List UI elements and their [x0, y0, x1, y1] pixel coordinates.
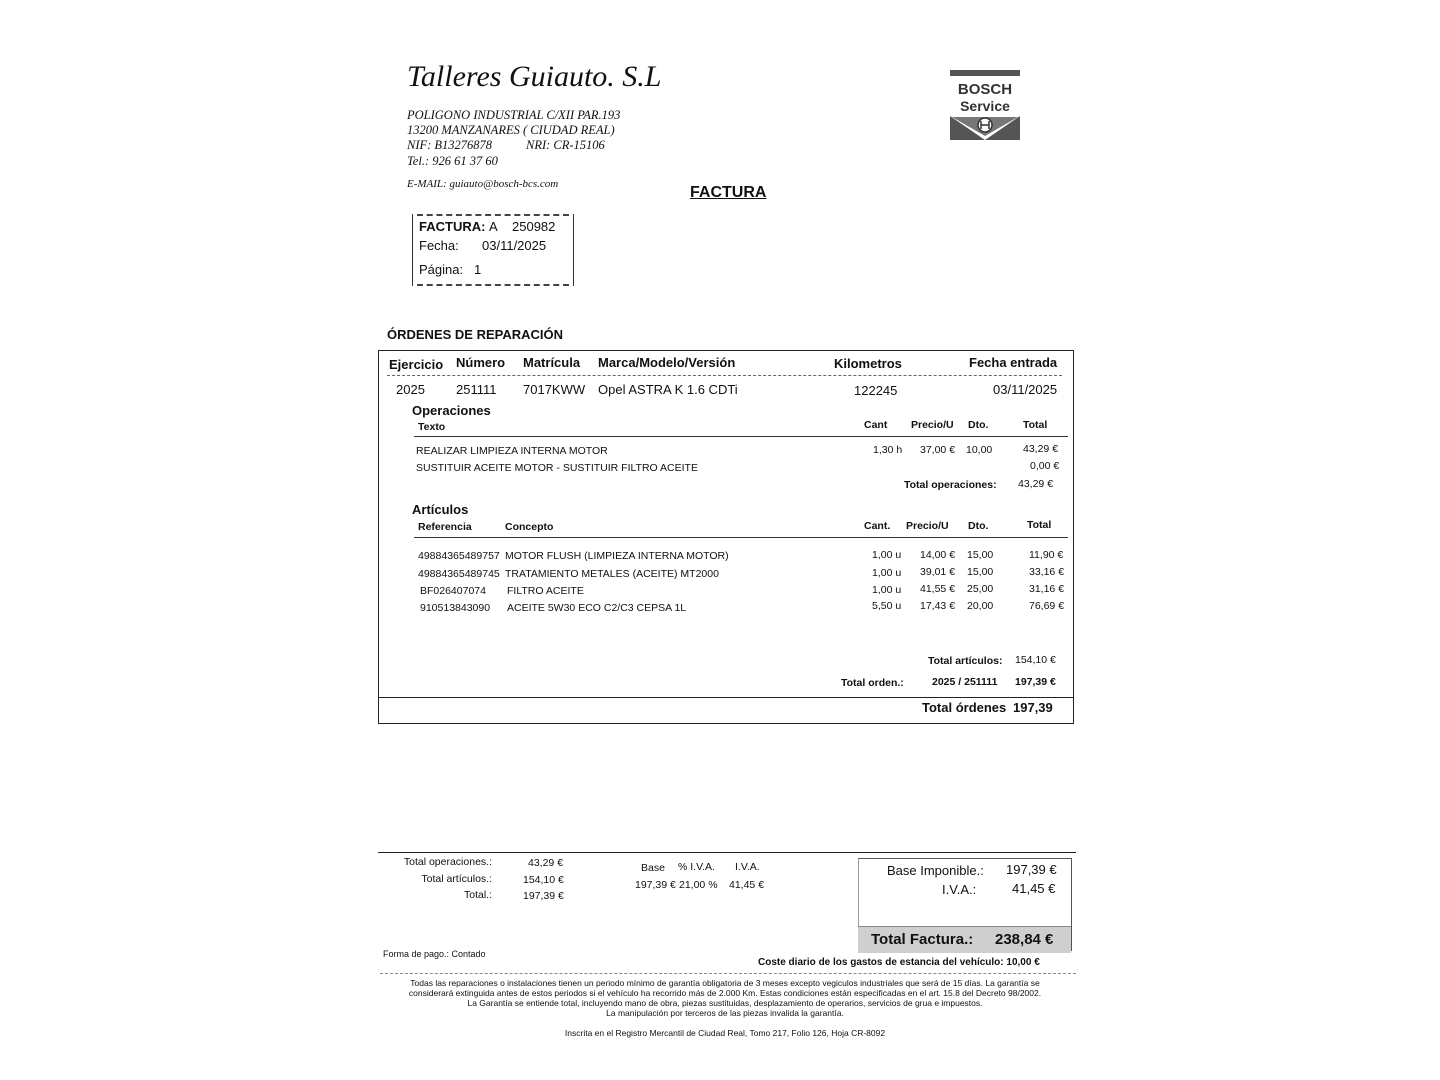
art-col-total: Total — [1027, 519, 1052, 531]
art-col-precio: Precio/U — [906, 520, 949, 532]
art-row-2-dto: 15,00 — [967, 566, 994, 578]
footer-top-line — [378, 852, 1076, 853]
tax-col-base: Base — [641, 862, 665, 874]
sum-total-value: 197,39 € — [523, 890, 564, 902]
legal-line-4: La manipulación por terceros de las piezas invalida la garantía. — [606, 1008, 844, 1018]
sum-arts-label: Total artículos.: — [421, 873, 492, 885]
orders-total-divider — [378, 697, 1074, 698]
art-row-4-precio: 17,43 € — [920, 600, 956, 612]
art-col-cant: Cant. — [864, 520, 891, 532]
art-row-4-ref: 910513843090 — [420, 602, 491, 614]
total-factura-value: 238,84 € — [995, 931, 1054, 948]
op-col-cant: Cant — [864, 419, 888, 431]
total-ordenes-value: 197,39 — [1013, 700, 1053, 715]
tax-col-pct: % I.V.A. — [678, 861, 715, 873]
totals-base-value: 197,39 € — [1006, 862, 1057, 877]
registry-note: Inscrita en el Registro Mercantil de Ciudad Real, Tomo 217, Folio 126, Hoja CR-8092 — [564, 1028, 886, 1038]
op-row-1-cant: 1,30 h — [873, 444, 903, 456]
total-orden-label: Total orden.: — [841, 677, 904, 689]
col-numero: Número — [456, 355, 506, 370]
op-total-label: Total operaciones: — [904, 479, 997, 491]
op-col-total: Total — [1023, 419, 1048, 431]
col-fecha: Fecha entrada — [969, 355, 1058, 370]
col-ejercicio: Ejercicio — [389, 357, 444, 372]
legal-line-2: considerará extinguida antes de estos periodos si el vehículo ha recorrido más de 2.000 Km. Estas condiciones están especificadas en el art. 15.8 del Decreto 98/2002. — [408, 988, 1042, 998]
op-row-1-total: 43,29 € — [1023, 443, 1059, 455]
order-matricula: 7017KWW — [523, 382, 586, 397]
legal-line-3: La Garantía se entiende total, incluyendo mano de obra, piezas sustituidas, desplazamiento de operarios, servicios de grua e impuestos. — [467, 998, 983, 1008]
art-row-4-cant: 5,50 u — [872, 600, 902, 612]
company-email: E-MAIL: guiauto@bosch-bcs.com — [407, 178, 559, 190]
art-row-2-precio: 39,01 € — [920, 566, 956, 578]
op-row-1-precio: 37,00 € — [920, 444, 956, 456]
art-row-3-total: 31,16 € — [1029, 583, 1065, 595]
art-row-1-total: 11,90 € — [1029, 549, 1064, 561]
invoice-info-box — [412, 214, 574, 286]
art-row-1-dto: 15,00 — [967, 549, 994, 561]
invoice-series: A — [489, 219, 498, 234]
op-total-value: 43,29 € — [1018, 478, 1054, 490]
totals-base-label: Base Imponible.: — [887, 863, 984, 878]
legal-line-1: Todas las reparaciones o instalaciones tienen un periodo mínimo de garantía obligatoria de 3 meses excepto vegiculos industriales que será de 15 días. La garantía se — [410, 978, 1040, 988]
company-name: Talleres Guiauto. S.L — [407, 60, 662, 93]
order-numero: 251111 — [456, 382, 497, 397]
op-col-texto: Texto — [418, 421, 446, 433]
articulos-title: Artículos — [412, 502, 469, 517]
col-matricula: Matrícula — [523, 355, 581, 370]
art-col-dto: Dto. — [968, 520, 989, 532]
art-row-1-ref: 49884365489757 — [418, 550, 500, 562]
legal-text — [380, 978, 1070, 1018]
art-row-2-concepto: TRATAMIENTO METALES (ACEITE) MT2000 — [505, 568, 719, 580]
invoice-page: 1 — [474, 262, 482, 277]
art-row-3-cant: 1,00 u — [872, 584, 902, 596]
art-row-1-cant: 1,00 u — [872, 549, 902, 561]
totals-iva-value: 41,45 € — [1012, 881, 1056, 896]
operaciones-title: Operaciones — [412, 403, 491, 418]
invoice-date-label: Fecha: — [419, 238, 459, 253]
total-orden-value: 197,39 € — [1015, 676, 1056, 688]
sum-arts-value: 154,10 € — [523, 874, 564, 886]
bosch-service-logo — [950, 70, 1020, 140]
art-row-3-concepto: FILTRO ACEITE — [507, 585, 584, 597]
op-row-1-texto: REALIZAR LIMPIEZA INTERNA MOTOR — [416, 445, 608, 457]
art-row-3-ref: BF026407074 — [420, 585, 486, 597]
invoice-label: FACTURA: — [419, 219, 486, 234]
logo-text-service: Service — [960, 98, 1010, 114]
order-fecha: 03/11/2025 — [993, 382, 1058, 397]
totals-iva-label: I.V.A.: — [942, 882, 977, 897]
order-ejercicio: 2025 — [396, 382, 425, 397]
company-address-line2: 13200 MANZANARES ( CIUDAD REAL) — [407, 123, 615, 137]
col-km: Kilometros — [834, 356, 902, 371]
art-row-1-concepto: MOTOR FLUSH (LIMPIEZA INTERNA MOTOR) — [505, 550, 729, 562]
invoice-number: 250982 — [512, 219, 556, 234]
invoice-page-label: Página: — [419, 262, 464, 277]
col-marca: Marca/Modelo/Versión — [598, 355, 736, 370]
art-row-2-total: 33,16 € — [1029, 566, 1065, 578]
op-col-precio: Precio/U — [911, 419, 954, 431]
payment-method: Forma de pago.: Contado — [383, 949, 486, 959]
art-total-value: 154,10 € — [1015, 654, 1056, 666]
art-col-concepto: Concepto — [505, 521, 554, 533]
company-tel: Tel.: 926 61 37 60 — [407, 154, 498, 168]
sum-ops-label: Total operaciones.: — [403, 856, 492, 868]
tax-pct-value: 21,00 % — [679, 879, 718, 891]
total-ordenes-label: Total órdenes — [922, 700, 1007, 715]
art-row-3-precio: 41,55 € — [920, 583, 956, 595]
company-nri: NRI: CR-15106 — [526, 138, 605, 152]
art-total-label: Total artículos: — [928, 655, 1003, 667]
art-row-4-total: 76,69 € — [1029, 600, 1065, 612]
total-factura-label: Total Factura.: — [871, 931, 974, 948]
op-header-line — [414, 436, 1068, 437]
legal-divider — [380, 973, 1076, 974]
op-row-1-dto: 10,00 — [966, 444, 993, 456]
sum-ops-value: 43,29 € — [528, 857, 564, 869]
op-col-dto: Dto. — [968, 419, 989, 431]
logo-text-bosch: BOSCH — [957, 81, 1013, 98]
daily-cost-note: Coste diario de los gastos de estancia del vehículo: 10,00 € — [758, 957, 1040, 968]
order-marca: Opel ASTRA K 1.6 CDTi — [598, 382, 738, 397]
company-nif: NIF: B13276878 — [407, 138, 493, 152]
art-row-2-cant: 1,00 u — [872, 567, 902, 579]
orders-section-title: ÓRDENES DE REPARACIÓN — [387, 327, 564, 342]
invoice-date: 03/11/2025 — [482, 238, 547, 253]
art-row-2-ref: 49884365489745 — [418, 568, 500, 580]
op-row-2-total: 0,00 € — [1030, 460, 1060, 472]
sum-total-label: Total.: — [463, 889, 492, 901]
art-col-ref: Referencia — [418, 521, 472, 533]
art-row-4-concepto: ACEITE 5W30 ECO C2/C3 CEPSA 1L — [507, 602, 687, 614]
tax-col-iva: I.V.A. — [735, 861, 760, 873]
tax-iva-value: 41,45 € — [729, 879, 765, 891]
total-orden-ref: 2025 / 251111 — [932, 676, 998, 688]
art-row-3-dto: 25,00 — [967, 583, 994, 595]
document-title: FACTURA — [690, 184, 767, 201]
order-km: 122245 — [854, 383, 898, 398]
tax-base-value: 197,39 € — [635, 879, 676, 891]
company-address-line1: POLIGONO INDUSTRIAL C/XII PAR.193 — [407, 108, 621, 122]
art-header-line — [414, 537, 1068, 538]
order-header-divider — [387, 375, 1062, 376]
art-row-1-precio: 14,00 € — [920, 549, 956, 561]
op-row-2-texto: SUSTITUIR ACEITE MOTOR - SUSTITUIR FILTRO ACEITE — [416, 462, 698, 474]
art-row-4-dto: 20,00 — [967, 600, 994, 612]
